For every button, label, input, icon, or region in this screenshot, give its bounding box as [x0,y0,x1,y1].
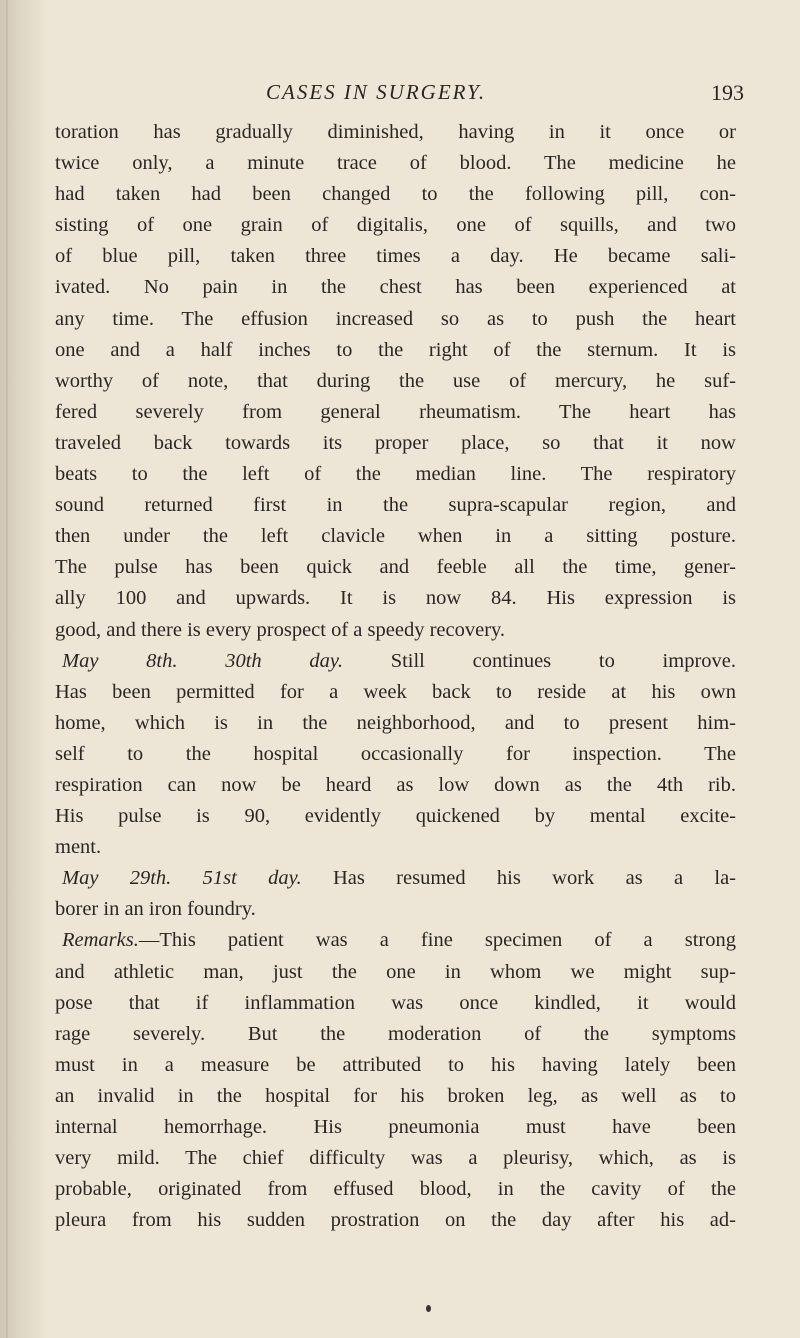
entry-date: May 29th. 51st day. [62,867,302,890]
entry-text: Still continues to improve. [342,649,736,672]
text-line: and athletic man, just the one in whom we might sup- [55,960,736,983]
text-line: must in a measure be attributed to his having lately been [55,1053,736,1076]
text-line: any time. The effusion increased so as to push the heart [55,307,736,330]
page-edge [0,0,46,1338]
text-line: respiration can now be heard as low down as the 4th rib. [55,773,736,796]
remarks-heading: Remarks. [62,929,139,952]
ink-mark [426,1305,431,1312]
text-line: ment. [55,836,102,859]
text-line: sisting of one grain of digitalis, one of squills, and two [55,214,736,237]
text-line: had taken had been changed to the following pill, con- [55,183,736,206]
text-line: ally 100 and upwards. It is now 84. His expression is [55,587,736,610]
text-line: pleura from his sudden prostration on the day after his ad- [55,1209,736,1232]
text-line: good, and there is every prospect of a speedy recovery. [55,618,506,641]
text-line: home, which is in the neighborhood, and to present him- [55,711,736,734]
text-line: fered severely from general rheumatism. The heart has [55,400,736,423]
text-line: then under the left clavicle when in a sitting posture. [55,525,736,548]
text-line: traveled back towards its proper place, so that it now [55,431,736,454]
remarks-line [55,925,736,956]
text-line: beats to the left of the median line. The respiratory [55,463,736,486]
text-line: borer in an iron foundry. [55,898,256,921]
text-line: His pulse is 90, evidently quickened by mental excite- [55,805,736,828]
text-line: one and a half inches to the right of the sternum. It is [55,338,736,361]
text-line: rage severely. But the moderation of the symptoms [55,1022,736,1045]
text-line: very mild. The chief difficulty was a pleurisy, which, as is [55,1147,736,1170]
running-title: CASES IN SURGERY. [266,80,487,104]
entry-date: May 8th. 30th day. [62,649,343,672]
text-line: sound returned first in the supra-scapular region, and [55,494,736,517]
text-line: toration has gradually diminished, having in it once or [55,121,736,143]
body-text [55,117,736,1236]
text-line: of blue pill, taken three times a day. He became sali- [55,245,736,268]
text-line: The pulse has been quick and feeble all the time, gener- [55,556,736,579]
text-line: probable, originated from effused blood, in the cavity of the [55,1178,736,1201]
text-line: pose that if inflammation was once kindled, it would [55,991,736,1014]
text-line: an invalid in the hospital for his broken leg, as well as to [55,1084,736,1107]
text-line: Has been permitted for a week back to reside at his own [55,680,736,703]
text-line: worthy of note, that during the use of mercury, he suf- [55,369,736,392]
text-line: self to the hospital occasionally for inspection. The [55,742,736,765]
page-number: 193 [711,80,744,105]
running-head [0,80,800,110]
entry-text: Has resumed his work as a la- [301,867,737,890]
remarks-text: —This patient was a fine specimen of a strong [138,929,736,952]
entry-line-may-8 [55,646,736,677]
entry-line-may-29 [55,863,736,894]
text-line: ivated. No pain in the chest has been experienced at [55,276,736,299]
text-line: internal hemorrhage. His pneumonia must have been [55,1116,736,1138]
text-line: twice only, a minute trace of blood. The medicine he [55,152,736,175]
